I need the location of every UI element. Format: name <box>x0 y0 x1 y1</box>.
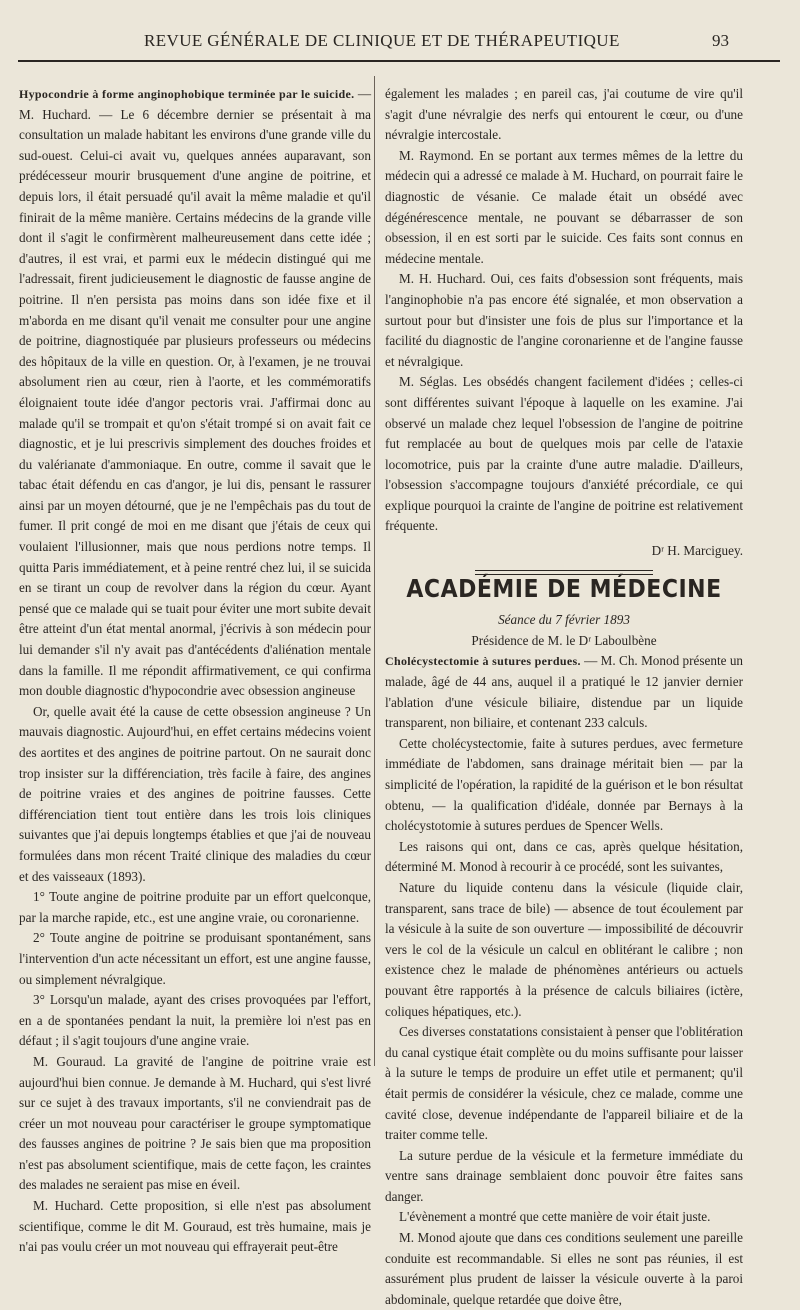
paragraph-seglas: M. Séglas. Les obsédés changent facilement d'idées ; celles-ci sont différentes suivant l'époque à laquelle on les examine. J'ai observé un malade chez lequel l'obsession de l'angine de poitrine fut remplacée au bout de quelques mois par celle de l'ataxie locomotrice, puis par la crainte d'une autre maladie. D'ailleurs, l'obsession s'accompagne toujours d'anxiété précordiale, ce qui explique pourquoi la crainte de l'angine de poitrine est relativement fréquente. <box>385 374 743 534</box>
paragraph: également les malades ; en pareil cas, j'ai coutume de vire qu'il s'agit d'une névralgie des nerfs qui entourent le cœur, ou d'une névralgie intercostale. <box>385 86 743 143</box>
paragraph-hypocondrie <box>19 84 371 702</box>
page-header <box>0 0 800 60</box>
paragraph: L'évènement a montré que cette manière de voir était juste. <box>399 1209 711 1225</box>
paragraph-gouraud: M. Gouraud. La gravité de l'angine de poitrine vraie est aujourd'hui bien connue. Je demande à M. Huchard, qui s'est livré sur ce sujet à des travaux importants, s'il ne conviendrait pas de créer un mot nouveau pour caractériser le groupe symptomatique des fausses angines de poitrine ? Je sais bien que ma proposition n'est pas absolument scientifique, mais de cette façon, les craintes des malades ne seraient pas mise en éveil. <box>19 1053 371 1193</box>
paragraph-raymond: M. Raymond. En se portant aux termes mêmes de la lettre du médecin qui a adressé ce malade à M. Huchard, on pourrait faire le diagnostic de vésanie. Ce malade était un obsédé avec dégénérescence mentale, ne pouvant se débarrasser de son obsession, il en est sorti par le suicide. Ces faits sont connus en médecine mentale. <box>385 147 743 266</box>
column-divider <box>374 76 375 1066</box>
left-column <box>19 84 371 1258</box>
paragraph-text: — M. Ch. Monod présente un malade, âgé de 44 ans, auquel il a pratiqué le 12 janvier dernier l'ablation d'une vésicule biliaire, distendue par un liquide transparent, non biliaire, et contenant 233 calculs. <box>385 653 744 731</box>
paragraph: Nature du liquide contenu dans la vésicule (liquide clair, transparent, sans trace de bile) — absence de tout écoulement par la vésicule à la suite de son ouverture — impossibilité de découvrir vers le col de la vésicule un calcul en oblitérant le calibre ; non existence chez le malade de phénomènes antérieurs ou actuels pouvant être rapportés à la présence de calculs biliaires (ictère, coliques hépatiques, etc.). <box>385 879 743 1019</box>
paragraph: Ces diverses constatations consistaient à penser que l'oblitération du canal cystique était complète ou du moins suffisante pour laisser à la suture le temps de produire un effet utile et permanent; qu'il était permis de considérer la vésicule, chez ce malade, comme une cavité close, devenue indépendante de l'appareil biliaire et de la traiter comme telle. <box>385 1024 743 1143</box>
paragraph-text: — M. Huchard. — Le 6 décembre dernier se présentait à ma consultation un malade habitant les environs d'une grande ville du sud-ouest. Celui-ci avait vu, quelques années auparavant, son prédécesseur mourir brusquement d'une angine de poitrine, et depuis lors, il était persuadé qu'il avait la même maladie et qu'il finirait de la même manière. Certains médecins de la grande ville dont il s'agit le confirmèrent malheureusement dans cette idée ; d'autres, il est vrai, et parmi eux le médecin distingué qui me l'adressait, firent judicieusement le diagnostic de fausse angine de poitrine. Il n'en persista pas moins dans son idée fixe et il m'aborda en me disant qu'il venait me consulter pour une angine de poitrine, diagnostiquée par plusieurs professeurs ou médecins des hôpitaux de la ville en question. Or, à l'examen, je ne trouvai absolument rien au cœur, rien à l'aorte, et les commémoratifs éloignaient toute idée d'angor pectoris vrai. J'affirmai donc au malade qu'il se trompait et qu'on s'était trompé si on avait fait ce diagnostic, et je lui prescrivis simplement des douches froides et du valérianate d'ammoniaque. En outre, comme il savait que le tabac était défendu en cas d'angor, je lui dis, pensant le rassurer ainsi par un moyen détourné, que je ne l'empêchais pas du tout de fumer. Il prit congé de moi en me disant que j'étais de ceux qui voulaient l'illusionner, mais que nous perdions notre temps. Il quitta Paris immédiatement, et à peine rentré chez lui, il se suicida en se tirant un coup de revolver dans la région du cœur. Ayant pensé que ce malade qui se tuait pour éviter une mort subite devait être atteint d'un état mental anormal, j'écrivis à son médecin pour lui demander s'il n'y avait pas d'antécédents d'aliénation mentale dans la famille. Il me répondit affirmativement, ce qui confirma mon double diagnostic d'hypocondrie avec obsession angineuse <box>19 86 372 699</box>
signature: Dʳ H. Marciguey. <box>651 543 743 559</box>
presidence: Présidence de M. le Dʳ Laboulbène <box>471 632 657 648</box>
paragraph: Or, quelle avait été la cause de cette obsession angineuse ? Un mauvais diagnostic. Aujourd'hui, en effet certains médecins voient des aortites et des angines de poitrine partout. On ne saurait donc trop insister sur la différenciation, très facile à faire, des angines de poitrine vraies et des angines de poitrine fausses. Cette différenciation tient tout entière dans les trois lois cliniques suivantes que j'ai depuis longtemps établies et que j'ai de nouveau formulées dans mon récent Traité clinique des maladies du cœur et des vaisseaux (1893). <box>19 703 371 884</box>
paragraph: Cette cholécystectomie, faite à sutures perdues, avec fermeture immédiate de l'abdomen, sans drainage méritait bien — par la simplicité de l'opération, la rapidité de la guérison et le bon résultat obtenu, — la qualification d'idéale, donnée par Bernays à la cholécystotomie à sutures perdues de Spencer Wells. <box>385 735 743 834</box>
paragraph: M. Monod ajoute que dans ces conditions seulement une pareille conduite est recommandable. Si elles ne sont pas réunies, il est assurément plus prudent de laisser la vésicule ouverte à la paroi abdominale, quelque retardée que doive être, <box>385 1230 743 1307</box>
section-title: ACADÉMIE DE MÉDECINE <box>406 574 722 604</box>
header-rule <box>18 60 780 62</box>
paragraph-huchard-reply: M. H. Huchard. Oui, ces faits d'obsession sont fréquents, mais l'anginophobie n'a pas encore été signalée, et mon observation a surtout pour but d'insister une fois de plus sur l'importance et la facilité du diagnostic de l'angine coronarienne et de l'angine fausse et névralgique. <box>385 271 743 369</box>
paragraph-huchard: M. Huchard. Cette proposition, si elle n'est pas absolument scientifique, comme le dit M. Gouraud, est très humaine, mais je n'ai pas voulu créer un mot nouveau qui effrayerait peut-être <box>19 1198 371 1255</box>
running-title: REVUE GÉNÉRALE DE CLINIQUE ET DE THÉRAPEUTIQUE <box>144 31 620 50</box>
paragraph-law-2: 2° Toute angine de poitrine se produisant spontanément, sans l'intervention d'un acte nécessitant un effort, est une angine fausse, ou simplement névralgique. <box>19 930 371 987</box>
paragraph-law-1: 1° Toute angine de poitrine produite par un effort quelconque, par la marche rapide, etc., est une angine vraie, ou coronarienne. <box>19 889 371 925</box>
paragraph: La suture perdue de la vésicule et la fermeture immédiate du ventre sans drainage semblaient donc pouvoir être faites sans danger. <box>385 1147 743 1204</box>
paragraph: Les raisons qui ont, dans ce cas, après quelque hésitation, déterminé M. Monod à recourir à ce procédé, sont les suivantes, <box>385 838 743 875</box>
paragraph-law-3: 3° Lorsqu'un malade, ayant des crises provoquées par l'effort, en a de spontanées pendant la nuit, la première loi n'est pas en défaut ; il s'agit toujours d'une angine vraie. <box>19 992 371 1049</box>
page-number: 93 <box>712 31 729 50</box>
right-column <box>385 84 743 1310</box>
paragraph-cholecystectomie <box>385 651 743 733</box>
seance-date: Séance du 7 février 1893 <box>498 612 630 628</box>
article-heading: Cholécystectomie à sutures perdues. <box>385 654 581 669</box>
article-heading: Hypocondrie à forme anginophobique terminée par le suicide. <box>19 87 355 101</box>
